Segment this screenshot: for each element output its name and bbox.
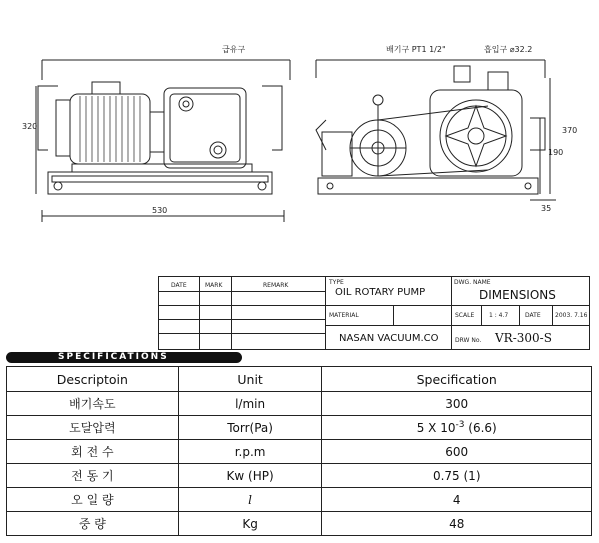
exhaust-port-label: 배기구 PT1 1/2" (386, 45, 446, 54)
table-row (7, 416, 592, 440)
oil-inlet-label: 급유구 (222, 45, 246, 54)
row-unit: l (178, 488, 322, 512)
table-row (7, 464, 592, 488)
specifications-table (6, 366, 592, 536)
table-row (7, 512, 592, 536)
row-unit: r.p.m (178, 440, 322, 464)
drw-no-label: DRW No. (455, 337, 482, 344)
specifications-banner (6, 352, 242, 363)
row-desc: 회 전 수 (7, 440, 179, 464)
type-label: TYPE (329, 279, 344, 286)
date-value: 2003. 7.16 (555, 312, 588, 319)
row-unit: Kg (178, 512, 322, 536)
dim-width: 530 (152, 206, 168, 215)
row-value: 5 X $10^{-3}$ (6.6) (322, 416, 592, 440)
date-header: DATE (171, 282, 187, 289)
table-row (7, 392, 592, 416)
title-block (158, 276, 590, 350)
row-desc: 오 일 량 (7, 488, 179, 512)
header-unit: Unit (178, 367, 322, 392)
dwg-name-value: DIMENSIONS (479, 288, 556, 302)
row-desc: 중 량 (7, 512, 179, 536)
specifications-title: SPECIFICATIONS (58, 352, 169, 362)
row-unit: l/min (178, 392, 322, 416)
material-label: MATERIAL (329, 312, 359, 319)
row-desc: 전 동 기 (7, 464, 179, 488)
dwg-name-label: DWG. NAME (454, 279, 491, 286)
scale-label: SCALE (455, 312, 475, 319)
drw-no-value: VR-300-S (495, 331, 552, 345)
header-description: Descriptoin (7, 367, 179, 392)
mark-header: MARK (205, 282, 223, 289)
header-specification: Specification (322, 367, 592, 392)
dim-190: 190 (548, 148, 564, 157)
scale-value: 1 : 4.7 (489, 312, 509, 319)
date-label: DATE (525, 312, 541, 319)
row-value: 0.75 (1) (322, 464, 592, 488)
row-value: 48 (322, 512, 592, 536)
company-name: NASAN VACUUM.CO (339, 333, 439, 344)
row-unit: Kw (HP) (178, 464, 322, 488)
row-value: 600 (322, 440, 592, 464)
row-value: 300 (322, 392, 592, 416)
dim-35: 35 (541, 204, 552, 213)
table-row (7, 440, 592, 464)
remark-header: REMARK (263, 282, 289, 289)
row-value: 4 (322, 488, 592, 512)
intake-port-label: 흡입구 ⌀32.2 (484, 45, 533, 54)
table-header-row (7, 367, 592, 392)
row-unit: Torr(Pa) (178, 416, 322, 440)
dim-height-right: 370 (562, 126, 578, 135)
dim-height-left: 320 (22, 122, 38, 131)
row-desc: 도달압력 (7, 416, 179, 440)
type-value: OIL ROTARY PUMP (335, 287, 426, 298)
table-row (7, 488, 592, 512)
row-desc: 배기속도 (7, 392, 179, 416)
